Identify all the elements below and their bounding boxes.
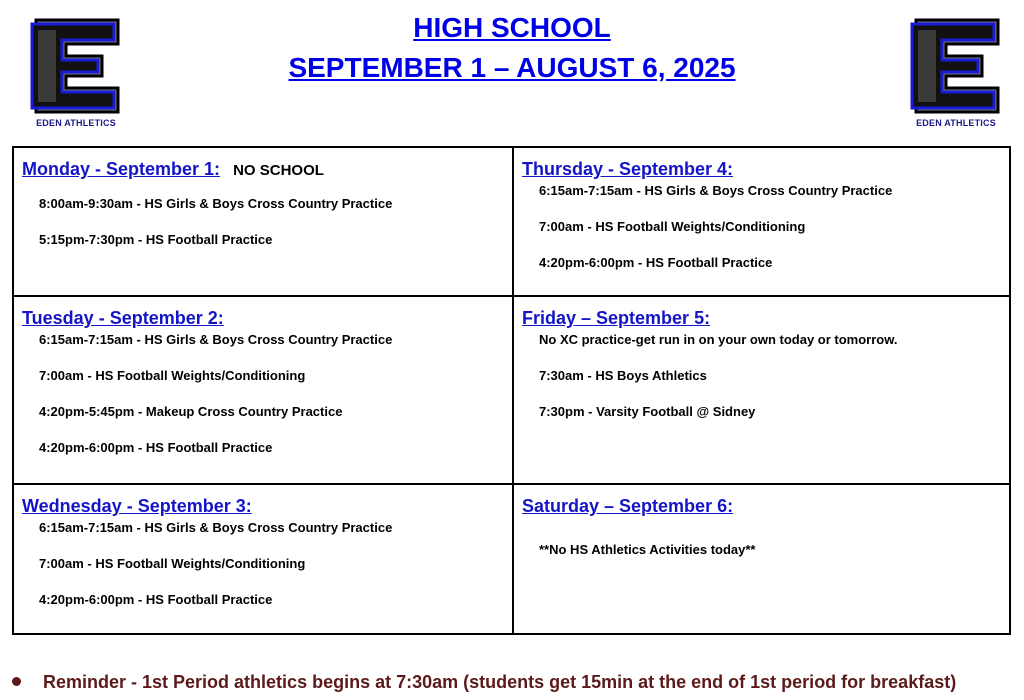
day-cell-wednesday <box>14 485 514 633</box>
event-item: 5:15pm-7:30pm - HS Football Practice <box>39 232 273 247</box>
day-title: Saturday – September 6: <box>522 496 734 516</box>
eden-e-logo-icon <box>26 16 126 116</box>
logo-caption: EDEN ATHLETICS <box>36 118 116 128</box>
day-header <box>22 307 502 329</box>
event-item: 8:00am-9:30am - HS Girls & Boys Cross Country Practice <box>39 196 393 211</box>
logo-right <box>906 16 1006 132</box>
schedule-grid <box>12 146 1011 635</box>
reminder-note <box>12 672 1012 693</box>
day-header <box>22 495 502 517</box>
event-item: 7:00am - HS Football Weights/Conditioning <box>39 368 306 383</box>
event-item: 7:30am - HS Boys Athletics <box>539 368 707 383</box>
event-item: 6:15am-7:15am - HS Girls & Boys Cross Country Practice <box>539 183 893 198</box>
bullet-icon <box>12 677 21 686</box>
event-item: 4:20pm-6:00pm - HS Football Practice <box>39 440 273 455</box>
day-title: Tuesday - September 2: <box>22 308 224 328</box>
event-item: 6:15am-7:15am - HS Girls & Boys Cross Country Practice <box>39 332 393 347</box>
day-title: Friday – September 5: <box>522 308 711 328</box>
event-item: 4:20pm-6:00pm - HS Football Practice <box>539 255 773 270</box>
event-item: **No HS Athletics Activities today** <box>539 542 756 557</box>
event-item: 6:15am-7:15am - HS Girls & Boys Cross Country Practice <box>39 520 393 535</box>
event-list <box>522 541 999 559</box>
title-line-1: HIGH SCHOOL <box>413 12 611 43</box>
day-cell-saturday <box>514 485 1009 633</box>
event-list <box>522 331 999 421</box>
day-cell-friday <box>514 297 1009 485</box>
logo-left <box>26 16 126 132</box>
day-header <box>522 495 999 517</box>
event-list <box>522 182 999 272</box>
event-list <box>22 519 502 609</box>
day-header <box>522 307 999 329</box>
logo-caption: EDEN ATHLETICS <box>916 118 996 128</box>
event-item: 4:20pm-6:00pm - HS Football Practice <box>39 592 273 607</box>
title-line-2: SEPTEMBER 1 – AUGUST 6, 2025 <box>288 52 736 83</box>
event-list <box>22 195 502 249</box>
event-item: 7:30pm - Varsity Football @ Sidney <box>539 404 756 419</box>
day-title: Monday - September 1: <box>22 159 221 179</box>
event-item: 7:00am - HS Football Weights/Conditioning <box>539 219 806 234</box>
day-header <box>22 158 502 182</box>
reminder-text: Reminder - 1st Period athletics begins at 7:30am (students get 15min at the end of 1st period for breakfast) <box>43 672 957 692</box>
event-list <box>22 331 502 457</box>
day-cell-monday <box>14 148 514 297</box>
day-cell-thursday <box>514 148 1009 297</box>
page-title <box>212 8 812 88</box>
day-header <box>522 158 999 180</box>
day-title: Wednesday - September 3: <box>22 496 252 516</box>
eden-e-logo-icon <box>906 16 1006 116</box>
event-item: 7:00am - HS Football Weights/Conditioning <box>39 556 306 571</box>
day-title: Thursday - September 4: <box>522 159 734 179</box>
day-cell-tuesday <box>14 297 514 485</box>
event-item: 4:20pm-5:45pm - Makeup Cross Country Practice <box>39 404 343 419</box>
day-note: NO SCHOOL <box>233 162 324 179</box>
event-item: No XC practice-get run in on your own today or tomorrow. <box>539 332 898 347</box>
